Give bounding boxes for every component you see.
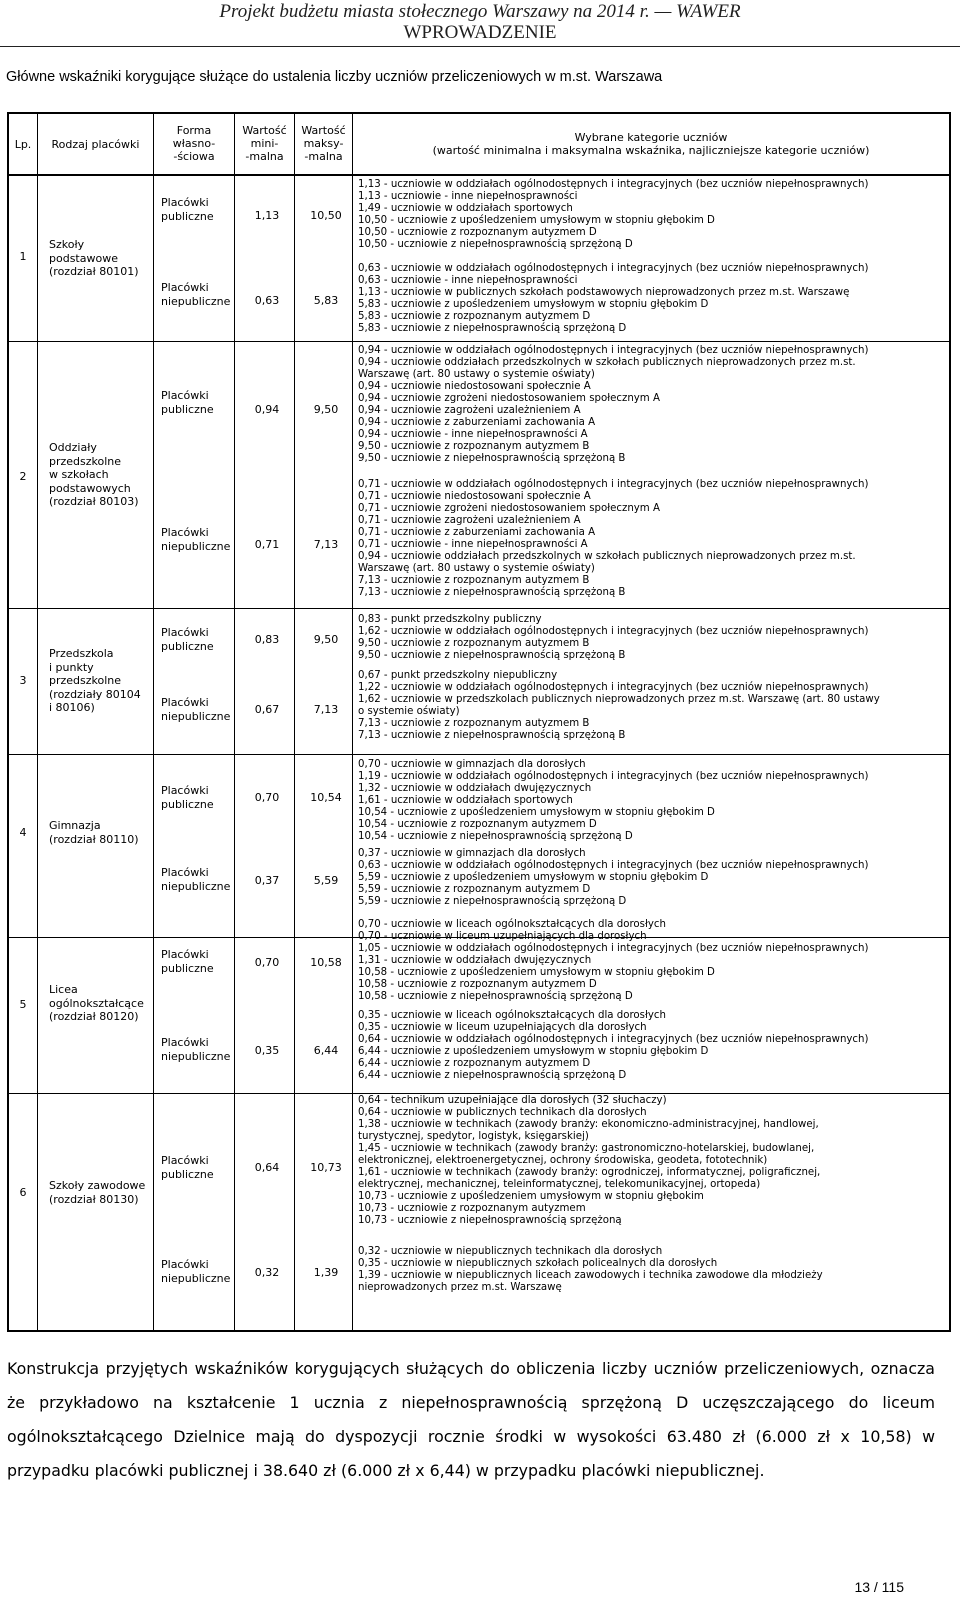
min-value: 0,63	[254, 294, 280, 307]
max-value: 1,39	[313, 1266, 339, 1279]
header-max: Wartość maksy- -malna	[301, 124, 346, 163]
row-divider	[9, 174, 949, 176]
category-list: 0,70 - uczniowie w liceach ogólnokształcących dla dorosłych 0,70 - uczniowie w liceum uzupełniających dla dorosłych 1,05 - uczniowie w oddziałach ogólnodostępnych i integracyjnych (bez uczniów niepełnosprawnych) 1,31 - uczniowie w oddziałach dwujęzycznych 10,58 - uczniowie z upośledzeniem umysłowym w stopniu głębokim D 10,58 - uczniowie z rozpoznanym autyzmem D 10,58 - uczniowie z niepełnosprawnością sprzężoną D	[358, 919, 869, 1003]
category-list: 1,13 - uczniowie w oddziałach ogólnodostępnych i integracyjnych (bez uczniów niepełnosprawnych) 1,13 - uczniowie - inne niepełnosprawności 1,49 - uczniowie w oddziałach sportowych 10,50 - uczniowie z upośledzeniem umysłowym w stopniu głębokim D 10,50 - uczniowie z rozpoznanym autyzmem D 10,50 - uczniowie z niepełnosprawnością sprzężoną D	[358, 179, 869, 251]
min-value: 0,83	[254, 633, 280, 646]
max-value: 7,13	[313, 538, 339, 551]
row-lp: 3	[19, 674, 27, 687]
header-min: Wartość mini- -malna	[242, 124, 287, 163]
min-value: 1,13	[254, 209, 280, 222]
col-divider	[234, 114, 235, 1330]
max-value: 10,58	[310, 956, 342, 969]
row-type: Oddziały przedszkolne w szkołach podstawowych (rozdział 80103)	[49, 441, 139, 508]
row-lp: 2	[19, 470, 27, 483]
row-lp: 5	[19, 998, 27, 1011]
category-list: 0,35 - uczniowie w liceach ogólnokształcących dla dorosłych 0,35 - uczniowie w liceum uzupełniających dla dorosłych 0,64 - uczniowie w oddziałach ogólnodostępnych i integracyjnych (bez uczniów niepełnosprawnych) 6,44 - uczniowie z upośledzeniem umysłowym w stopniu głębokim D 6,44 - uczniowie z rozpoznanym autyzmem D 6,44 - uczniowie z niepełnosprawnością sprzężoną D	[358, 1010, 869, 1082]
min-value: 0,35	[254, 1044, 280, 1057]
min-value: 0,32	[254, 1266, 280, 1279]
ownership-form: Placówki publiczne	[161, 626, 214, 653]
category-list: 0,71 - uczniowie w oddziałach ogólnodostępnych i integracyjnych (bez uczniów niepełnosprawnych) 0,71 - uczniowie niedostosowani społecznie A 0,71 - uczniowie zgrożeni niedostosowaniem społecznym A 0,71 - uczniowie zagrożeni uzależnieniem A 0,71 - uczniowie z zaburzeniami zachowania A 0,71 - uczniowie - inne niepełnosprawności A 0,94 - uczniowie oddziałach przedszkolnych w szkołach publicznych nieprowadzonych przez m.st. Warszawę (art. 80 ustawy o systemie oświaty) 7,13 - uczniowie z rozpoznanym autyzmem B 7,13 - uczniowie z niepełnosprawnością sprzężoną B	[358, 479, 869, 599]
min-value: 0,70	[254, 956, 280, 969]
category-list: 0,94 - uczniowie w oddziałach ogólnodostępnych i integracyjnych (bez uczniów niepełnosprawnych) 0,94 - uczniowie oddziałach przedszkolnych w szkołach publicznych nieprowadzonych przez m.st. Warszawę (art. 80 ustawy o systemie oświaty) 0,94 - uczniowie niedostosowani społecznie A 0,94 - uczniowie zgrożeni niedostosowaniem społecznym A 0,94 - uczniowie zagrożeni uzależnieniem A 0,94 - uczniowie z zaburzeniami zachowania A 0,94 - uczniowie - inne niepełnosprawności A 9,50 - uczniowie z rozpoznanym autyzmem B 9,50 - uczniowie z niepełnosprawnością sprzężoną B	[358, 345, 869, 465]
header-type: Rodzaj placówki	[51, 138, 140, 151]
min-value: 0,37	[254, 874, 280, 887]
row-lp: 1	[19, 250, 27, 263]
row-divider	[9, 608, 949, 609]
max-value: 6,44	[313, 1044, 339, 1057]
row-type: Licea ogólnokształcące (rozdział 80120)	[49, 983, 144, 1023]
category-list: 0,63 - uczniowie w oddziałach ogólnodostępnych i integracyjnych (bez uczniów niepełnosprawnych) 0,63 - uczniowie - inne niepełnosprawności 1,13 - uczniowie w publicznych szkołach podstawowych nieprowadzonych przez m.st. Warszawę 5,83 - uczniowie z upośledzeniem umysłowym w stopniu głębokim D 5,83 - uczniowie z rozpoznanym autyzmem D 5,83 - uczniowie z niepełnosprawnością sprzężoną D	[358, 263, 869, 335]
header-form: Forma własno- -ściowa	[172, 124, 216, 163]
category-list: 0,70 - uczniowie w gimnazjach dla dorosłych 1,19 - uczniowie w oddziałach ogólnodostępnych i integracyjnych (bez uczniów niepełnosprawnych) 1,32 - uczniowie w oddziałach dwujęzycznych 1,61 - uczniowie w oddziałach sportowych 10,54 - uczniowie z upośledzeniem umysłowym w stopniu głębokim D 10,54 - uczniowie z rozpoznanym autyzmem D 10,54 - uczniowie z niepełnosprawnością sprzężoną D	[358, 759, 869, 843]
table-caption: Główne wskaźniki korygujące służące do ustalenia liczby uczniów przeliczeniowych w m.st. Warszawa	[6, 69, 663, 85]
category-list: 0,32 - uczniowie w niepublicznych technikach dla dorosłych 0,35 - uczniowie w niepublicznych szkołach policealnych dla dorosłych 1,39 - uczniowie w niepublicznych liceach zawodowych i technika zawodowe dla młodzieży nieprowadzonych przez m.st. Warszawę	[358, 1246, 823, 1294]
max-value: 9,50	[313, 403, 339, 416]
page-number: 13 / 115	[854, 1579, 904, 1595]
ownership-form: Placówki publiczne	[161, 948, 214, 975]
row-divider	[9, 341, 949, 342]
col-divider	[37, 114, 38, 1330]
min-value: 0,67	[254, 703, 280, 716]
row-type: Gimnazja (rozdział 80110)	[49, 819, 139, 846]
row-lp: 6	[19, 1186, 27, 1199]
explanation-paragraph: Konstrukcja przyjętych wskaźników korygujących służących do obliczenia liczby uczniów przeliczeniowych, oznacza że przykładowo na kształcenie 1 ucznia z niepełnosprawnością sprzężoną D uczęszczającego do liceum ogólnokształcącego Dzielnice mają do dyspozycji rocznie środki w wysokości 63.480 zł (6.000 zł x 10,58) w przypadku placówki publicznej i 38.640 zł (6.000 zł x 6,44) w przypadku placówki niepublicznej.	[7, 1359, 935, 1480]
max-value: 7,13	[313, 703, 339, 716]
ownership-form: Placówki publiczne	[161, 784, 214, 811]
ownership-form: Placówki publiczne	[161, 196, 214, 223]
max-value: 5,83	[313, 294, 339, 307]
ownership-form: Placówki niepubliczne	[161, 281, 231, 308]
document-header-title: Projekt budżetu miasta stołecznego Warszawy na 2014 r. — WAWER	[219, 1, 741, 22]
header-categories: Wybrane kategorie uczniów (wartość minimalna i maksymalna wskaźnika, najliczniejsze kategorie uczniów)	[432, 131, 870, 157]
category-list: 0,83 - punkt przedszkolny publiczny 1,62 - uczniowie w oddziałach ogólnodostępnych i integracyjnych (bez uczniów niepełnosprawnych) 9,50 - uczniowie z rozpoznanym autyzmem B 9,50 - uczniowie z niepełnosprawnością sprzężoną B	[358, 614, 869, 662]
max-value: 10,73	[310, 1161, 342, 1174]
ownership-form: Placówki niepubliczne	[161, 526, 231, 553]
row-type: Przedszkola i punkty przedszkolne (rozdziały 80104 i 80106)	[49, 647, 141, 714]
header-lp: Lp.	[14, 138, 32, 151]
max-value: 10,50	[310, 209, 342, 222]
ownership-form: Placówki niepubliczne	[161, 696, 231, 723]
ownership-form: Placówki niepubliczne	[161, 1258, 231, 1285]
row-type: Szkoły zawodowe (rozdział 80130)	[49, 1179, 146, 1206]
ownership-form: Placówki publiczne	[161, 389, 214, 416]
header-rule	[0, 46, 960, 47]
ownership-form: Placówki niepubliczne	[161, 866, 231, 893]
row-divider	[9, 1093, 949, 1094]
category-list: 0,37 - uczniowie w gimnazjach dla dorosłych 0,63 - uczniowie w oddziałach ogólnodostępnych i integracyjnych (bez uczniów niepełnosprawnych) 5,59 - uczniowie z upośledzeniem umysłowym w stopniu głębokim D 5,59 - uczniowie z rozpoznanym autyzmem D 5,59 - uczniowie z niepełnosprawnością sprzężoną D	[358, 848, 869, 908]
document-header-section: WPROWADZENIE	[403, 22, 557, 43]
col-divider	[153, 114, 154, 1330]
ownership-form: Placówki publiczne	[161, 1154, 214, 1181]
category-list: 0,67 - punkt przedszkolny niepubliczny 1,22 - uczniowie w oddziałach ogólnodostępnych i integracyjnych (bez uczniów niepełnosprawnych) 1,62 - uczniowie w przedszkolach publicznych nieprowadzonych przez m.st. Warszawę (art. 80 ustawy o systemie oświaty) 7,13 - uczniowie z rozpoznanym autyzmem B 7,13 - uczniowie z niepełnosprawnością sprzężoną B	[358, 670, 880, 742]
ownership-form: Placówki niepubliczne	[161, 1036, 231, 1063]
indicator-table	[7, 112, 951, 1332]
max-value: 9,50	[313, 633, 339, 646]
max-value: 5,59	[313, 874, 339, 887]
category-list: 0,64 - technikum uzupełniające dla dorosłych (32 słuchaczy) 0,64 - uczniowie w publicznych technikach dla dorosłych 1,38 - uczniowie w technikach (zawody branży: ekonomiczno-administracyjnej, handlowej, turystycznej, spedytor, logistyk, księgarskiej) 1,45 - uczniowie w technikach (zawody branży: gastronomiczno-hotelarskiej, budowlanej, elektronicznej, elektroenergetycznej, ochrony środowiska, geodeta, fototechnik) 1,61 - uczniowie w technikach (zawody branży: ogrodniczej, informatycznej, poligraficznej, elektrycznej, mechanicznej, teleinformatycznej, telekomunikacyjnej, ortopeda) 10,73 - uczniowie z upośledzeniem umysłowym w stopniu głębokim 10,73 - uczniowie z rozpoznanym autyzmem 10,73 - uczniowie z niepełnosprawnością sprzężoną	[358, 1095, 821, 1227]
row-type: Szkoły podstawowe (rozdział 80101)	[49, 238, 139, 278]
max-value: 10,54	[310, 791, 342, 804]
min-value: 0,70	[254, 791, 280, 804]
min-value: 0,94	[254, 403, 280, 416]
row-divider	[9, 754, 949, 755]
min-value: 0,64	[254, 1161, 280, 1174]
row-lp: 4	[19, 826, 27, 839]
min-value: 0,71	[254, 538, 280, 551]
